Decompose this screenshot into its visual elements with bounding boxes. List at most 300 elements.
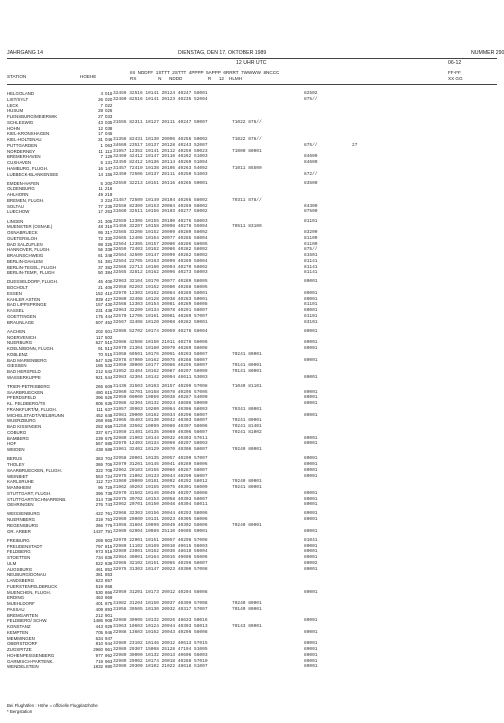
station-altitude: 265 [95,383,103,389]
synop-codes: 31956 31604 10099 20049 40302 58006 [113,522,208,528]
cloud-codes: 80001 [304,511,318,517]
station-altitude: 463 [95,595,103,601]
station-altitude: 401 [95,601,103,607]
station-altitude: 386 [95,462,103,468]
station-altitude: 443 [95,624,103,630]
station-altitude: 2960 [93,647,103,653]
station-group: 946 [105,629,113,635]
station-name: HELGOLAND [7,91,35,96]
station-name: BAD KISSINGEN [7,424,42,430]
synop-codes: 31456 32207 10158 20098 40278 55004 [113,224,208,230]
cloud-codes: 80001 [304,658,318,664]
station-group: 330 [105,235,113,241]
synop-codes: 32963 32209 10134 20078 40291 58007 [113,308,208,314]
station-group: 501 [105,328,113,334]
station-altitude: 50 [98,270,103,276]
synop-codes: 32958 02203 10152 20080 40288 58005 [113,285,208,291]
station-altitude: 337 [95,429,103,435]
station-group: 706 [105,462,113,468]
station-name: STUTTGART/SCHNARRENB. [7,496,67,502]
synop-codes: 32566 22713 10160 20094 40270 58002 [113,264,208,270]
column-header-hoehe: HOEHE [80,74,97,79]
synop-codes: 31952 32404 10162 20087 40297 58009 [113,369,208,375]
synop-codes: 32975 21002 10133 20044 40290 58007 [113,473,208,479]
station-name: KARLSRUHE [7,479,34,485]
extra-codes: 70141 80001 [232,363,262,369]
cloud-codes: 84300 [304,203,318,209]
synop-codes: 32989 30000 10132 20013 40606 56003 [113,652,208,658]
synop-codes: 32983 42304 10142 20094 46611 53003 [113,374,208,380]
station-name: BAD SALZUFLEN [7,241,43,247]
synop-codes: 32559 12305 10155 20100 40276 58003 [113,218,208,224]
station-altitude: 16 [98,165,103,171]
cloud-codes: 80001 [304,549,318,555]
station-name: GUETERSLOH [7,235,38,241]
station-name: BERLIN-TEMP., FLUGH [7,270,55,276]
station-name: GIESSEN [7,363,27,369]
gust-value: 27 [352,142,358,148]
station-group: 635 [105,401,113,407]
station-altitude: 4 [100,91,103,96]
table-row [7,172,497,178]
station-altitude: 322 [95,467,103,473]
station-altitude: 96 [98,485,103,491]
station-altitude: 276 [95,502,103,508]
cloud-codes: 80001 [304,456,318,462]
station-group: 542 [105,369,113,375]
station-altitude: 977 [95,652,103,658]
synop-codes: 32970 12403 10134 20069 40297 58003 [113,441,208,447]
table-row [7,209,497,215]
cloud-codes: 82502 [304,91,318,96]
station-group: 035 [105,119,113,125]
station-altitude: 31 [98,137,103,142]
station-name: BREMEN, FLUGH. [7,197,45,203]
cloud-codes: 80001 [304,629,318,635]
extra-codes: 70240 80001 [232,601,262,607]
station-name: COBURG [7,429,27,435]
station-altitude: 553 [95,473,103,479]
synop-codes: 31436 31503 10103 20157 40299 57008 [113,383,208,389]
synop-codes: 32970 22901 10151 20057 40296 57008 [113,537,208,543]
station-name: FLENSBURG/MEIERWIK [7,114,58,119]
station-name: BAD LIPPSPRINGE [7,302,47,308]
station-name: PUTTGARDEN [7,142,38,148]
station-group: 427 [105,296,113,302]
synop-codes: 32975 31303 10147 20023 40300 57008 [113,566,208,572]
cloud-codes: 80001 [304,647,318,653]
cloud-codes: 80001 [304,589,318,595]
station-group: 815 [105,543,113,549]
station-altitude: 607 [95,319,103,325]
station-group: 908 [105,618,113,624]
extra-codes: 71011 85500 [232,165,262,171]
station-altitude: 381 [95,572,103,578]
station-name: MUEHLDORF [7,601,35,607]
station-altitude: 1832 [93,664,103,670]
station-name: STOETTEN [7,555,31,561]
station-altitude: 117 [96,334,103,340]
station-group: 131 [105,160,113,165]
station-altitude: 27 [98,114,103,119]
station-group: 216 [105,186,113,192]
synop-codes: 32981 20000 10162 20034 40296 58007 [113,412,208,418]
station-group: 818 [105,549,113,555]
station-group: 544 [105,374,113,380]
station-name: BAD HERSFELD [7,369,41,375]
station-altitude: 186 [95,363,103,369]
synop-codes: 32989 30905 10132 20026 48633 50016 [113,618,208,624]
column-header-xxgg: XX GG [448,76,463,81]
station-name: HOF [7,441,17,447]
station-name: BAMBERG [7,435,29,441]
synop-codes: 32970 31502 10145 20049 40297 58008 [113,490,208,496]
extra-codes: 71040 81101 [232,383,262,389]
station-name: NOERVENICH [7,334,37,340]
station-group: 305 [105,218,113,224]
station-altitude: 1486 [93,618,103,624]
station-name: LIST/SYLT [7,96,29,102]
station-group: 400 [105,279,113,285]
station-group: 869 [105,595,113,601]
station-altitude: 438 [95,447,103,453]
station-group: 648 [105,412,113,418]
station-group: 382 [105,264,113,270]
synop-codes: 32989 62904 10089 25110 40605 50001 [113,528,208,534]
station-name: KOBLENZ [7,351,28,357]
station-name: LECK [7,102,19,108]
station-name: FRANKFURT/M, FLUGH. [7,406,57,412]
table-row [7,375,497,381]
station-altitude: 839 [95,296,103,302]
station-group: 513 [105,346,113,352]
table-row [7,664,497,670]
station-name: LUEBECK-BLANKENSEE [7,171,59,177]
station-name: MICHELSTADT/VIELBRUNN [7,412,65,418]
synop-codes: 32988 13603 10162 20043 40296 58008 [113,629,208,635]
station-name: MANNHEIM [7,485,31,491]
cloud-codes: 80001 [304,543,318,549]
station-group: 022 [105,102,113,108]
synop-codes: 31457 72509 10149 20104 40266 58002 [113,197,208,203]
synop-codes: 32568 12303 10154 20081 40289 58008 [113,302,208,308]
extra-codes: 70140 80001 [232,606,262,612]
cloud-codes: 81041 [304,537,318,543]
synop-codes: 32980 32408 10128 20038 40283 50001 [113,296,208,302]
station-name: NUERBURG [7,340,33,346]
header-rule-bottom [7,84,497,85]
station-name: BAD MARIENBERG [7,357,47,363]
station-name: KEMPTEN [7,629,29,635]
station-altitude: 268 [95,418,103,424]
station-name: ERDING [7,595,25,601]
station-altitude: 623 [95,578,103,584]
station-group: 615 [105,389,113,395]
station-altitude: 212 [95,612,103,618]
cloud-codes: 81101 [304,313,318,319]
station-altitude: 17 [98,131,103,137]
station-altitude: 5 [100,180,103,186]
station-name: BERLIN-TEGEL, FLUGH [7,264,57,270]
station-altitude: 11 [98,186,103,192]
station-name: FELDBERG [7,549,31,555]
station-altitude: 17 [98,209,103,215]
station-group: 338 [105,247,113,253]
station-altitude: 70 [98,351,103,357]
station-name: FUERSTENFELDBRUCK [7,583,58,589]
synop-codes: 32567 32408 10120 20068 40282 50001 [113,319,208,325]
station-name: MUENSTER (OSNAB.) [7,224,53,230]
station-name: WASSERKUPPE [7,374,41,380]
station-name: NORDERNEY [7,148,36,154]
station-name: MUENCHEN, FLUGH. [7,589,51,595]
synop-codes: 32970 31201 10145 20041 40289 58006 [113,462,208,468]
cloud-codes: 80001 [304,374,318,380]
station-group: 046 [105,137,113,142]
station-group: 944 [105,641,113,647]
station-group: 901 [105,612,113,618]
station-altitude: 480 [95,389,103,395]
synop-codes: 31950 30000 10177 20086 40295 58007 [113,363,208,369]
station-group: 609 [105,383,113,389]
synop-codes: 31256 33502 10099 20086 40307 58006 [113,424,208,430]
station-name: DUESSELDORF, FLUGH. [7,279,58,285]
station-name: KL. FELDBERG/TS [7,401,46,407]
station-group: 685 [105,441,113,447]
station-altitude: 921 [95,374,103,380]
cloud-codes: 875// [304,247,318,253]
station-altitude: 734 [95,555,103,561]
cloud-codes: 81100 [304,241,318,247]
station-group: 962 [105,652,113,658]
station-name: ESSEN [7,290,22,296]
station-name: KAHLER ASTEN [7,296,41,302]
station-altitude: 95 [98,230,103,236]
synop-codes: 31962 40203 10155 20075 40301 58009 [113,485,208,491]
station-group: 727 [105,479,113,485]
station-group: 637 [105,406,113,412]
synop-codes: 32978 87900 10162 20075 40288 58007 [113,357,208,363]
station-group: 704 [105,456,113,462]
station-name: NEUBURG/DONAU [7,572,47,578]
synop-codes: 32564 12305 10157 20080 40286 58005 [113,241,208,247]
station-group: 063 [105,142,113,148]
station-group: 156 [105,171,113,177]
station-group: 020 [105,96,113,102]
station-group: 739 [105,496,113,502]
synop-codes: 32558 82309 10153 20084 40269 58002 [113,203,208,209]
cloud-codes: 83200 [304,230,318,236]
footnote-mountain: * Bergstation [7,709,33,714]
station-name: FREIBURG [7,537,30,543]
synop-codes: 31457 72410 10138 20105 40263 54002 [113,165,208,171]
station-altitude: 81 [98,253,103,259]
synop-codes: 32460 82516 10141 20123 40235 52004 [113,96,208,102]
cloud-codes: 84600 [304,160,318,165]
station-altitude: 77 [98,203,103,209]
station-altitude: 7 [100,154,103,160]
station-altitude: 43 [98,119,103,125]
synop-codes: 31555 82311 10127 20111 40247 50007 [113,119,208,125]
station-altitude: 28 [98,108,103,114]
station-altitude: 810 [95,641,103,647]
station-name: KASSEL [7,308,25,314]
synop-codes: 32986 42508 10150 21011 40278 58006 [113,340,208,346]
station-altitude: 396 [95,490,103,496]
station-name: KIEL-HOLTENAU [7,137,42,142]
station-name: REGENSBURG [7,522,39,528]
station-group: 452 [105,319,113,325]
synop-codes: 31961 32402 10129 20070 40306 58007 [113,447,208,453]
station-name: FELDBERG/ SCHW. [7,618,48,624]
station-group: 381 [105,258,113,264]
station-group: 502 [105,334,113,340]
station-group: 961 [105,647,113,653]
station-altitude: 530 [95,589,103,595]
synop-codes: 32989 23001 10162 20036 48610 56004 [113,549,208,555]
station-altitude: 11 [98,148,103,154]
station-group: 045 [105,131,113,137]
station-altitude: 7 [100,102,103,108]
station-group: 803 [105,537,113,543]
station-group: 852 [105,566,113,572]
station-group: 857 [105,578,113,584]
station-altitude: 461 [95,566,103,572]
station-name: KONSTANZ [7,624,31,630]
cloud-codes: 80001 [304,389,318,395]
station-name: GARMISCH-PARTENK. [7,658,54,664]
cloud-codes: 80001 [304,412,318,418]
extra-codes: 70311 878// [232,197,262,203]
synop-codes: 31956 30505 10130 20032 40317 57007 [113,606,208,612]
station-group: 724 [105,473,113,479]
station-name: SAARBRUECKEN, FLUGH. [7,467,62,473]
cloud-codes: 80001 [304,618,318,624]
synop-codes: 32975 30702 10153 20058 40303 58007 [113,496,208,502]
station-name: OBERSTDORF [7,641,38,647]
cloud-codes: 80001 [304,496,318,502]
cloud-codes: 81501 [304,253,318,259]
extra-codes: 70241 80001 [232,485,262,491]
station-name: WEINBIET [7,473,29,479]
volume-label: JAHRGANG 14 [7,50,44,56]
station-group: 655 [105,418,113,424]
synop-codes: 34660 23517 10137 20128 40243 52007 [113,142,208,148]
station-group: 532 [105,363,113,369]
table-row [7,270,497,276]
synop-codes: 31963 10603 10124 20044 40303 58013 [113,624,208,630]
station-name: HAMBURG, FLUGH. [7,165,48,171]
period-label: 06-12 [448,60,462,66]
station-group: 224 [105,197,113,203]
station-altitude: 452 [95,412,103,418]
cloud-codes: 80001 [304,401,318,407]
station-name: BERLIN-DAHLEM [7,258,43,264]
cloud-codes: 81101 [304,218,318,224]
synop-codes: 31660 32511 10156 20103 40277 58002 [113,209,208,215]
synop-codes: 32459 32516 10141 20124 40247 58001 [113,91,208,96]
synop-codes: 32986 42304 10132 20024 48606 50000 [113,401,208,407]
extra-codes: 71022 876// [232,119,262,125]
cloud-codes: 80001 [304,340,318,346]
synop-codes: 32565 32812 10162 20096 40273 58003 [113,270,208,276]
extra-codes: 70240 80001 [232,479,262,485]
station-group: 838 [105,560,113,566]
station-altitude: 202 [95,328,103,334]
station-altitude: 705 [95,629,103,635]
extra-codes: 70241 81401 [232,424,262,430]
station-group: 776 [105,522,113,528]
station-group: 033 [105,114,113,119]
station-group: 858 [105,583,113,589]
cloud-codes: 80001 [304,528,318,534]
header-rule-top [7,58,497,59]
station-group: 113 [105,148,112,154]
cloud-codes: 80002 [304,560,318,566]
synop-codes: 32459 82412 10136 20114 40260 51004 [113,160,208,165]
extra-codes: 70341 80001 [232,406,262,412]
cloud-codes: 872// [304,171,318,177]
extra-codes: 70143 80001 [232,624,262,630]
cloud-codes: 80001 [304,296,318,302]
station-name: ZUGSPITZE [7,647,32,653]
synop-codes: 32970 21304 10160 20079 40289 58008 [113,346,208,352]
station-group: 853 [105,572,113,578]
station-name: OEHRINGEN [7,502,34,508]
station-group: 384 [105,270,113,276]
station-name: SCHLESWIG [7,119,34,125]
station-altitude: 366 [95,522,103,528]
station-group: 738 [105,490,113,496]
station-name: TRIER-PETRISBERG [7,383,50,389]
station-group: 315 [105,224,113,230]
synop-codes: 31957 12352 10141 20112 40259 50023 [113,148,208,154]
cloud-codes: 80001 [304,517,318,523]
synop-codes: 32659 72403 10162 20086 40282 58002 [113,247,208,253]
column-header-codes-line2: RX N NDDD R 12 HLMH [130,76,243,81]
cloud-codes: 81141 [304,258,318,264]
station-group: 406 [105,285,113,291]
station-group: 626 [105,395,113,401]
station-name: AHLHORN [7,192,29,198]
station-altitude: 51 [98,258,103,264]
station-name: HANNOVER, FLUGH. [7,247,51,253]
synop-codes: 32564 22705 10163 20099 40269 58004 [113,258,208,264]
station-group: 325 [105,241,113,247]
synop-codes: 32980 21903 10144 20032 40303 57011 [113,435,208,441]
synop-codes: 32564 42509 10147 20099 40282 58002 [113,253,208,259]
station-altitude: 21 [98,285,103,291]
station-group: 947 [105,635,113,641]
station-group: 708 [105,467,113,473]
synop-codes: 32962 20701 10150 20048 40304 58011 [113,502,208,508]
cloud-codes: 80001 [304,502,318,508]
synop-codes: 32963 32104 10170 20077 40289 58005 [113,279,208,285]
station-name: WENDELSTEIN [7,664,39,670]
cloud-codes: 80001 [304,435,318,441]
station-group: 317 [105,230,113,236]
column-header-ff: FF-FF [448,70,461,75]
station-altitude: 98 [98,241,103,247]
station-altitude: 56 [98,247,103,253]
extra-codes: 70141 80001 [232,369,262,375]
station-group: 658 [105,424,113,430]
cloud-codes: 87500 [304,209,318,215]
extra-codes: 70240 80001 [232,522,262,528]
station-name: BRAUNLAGE [7,319,35,325]
station-altitude: 567 [95,441,103,447]
station-altitude: 48 [98,224,103,230]
